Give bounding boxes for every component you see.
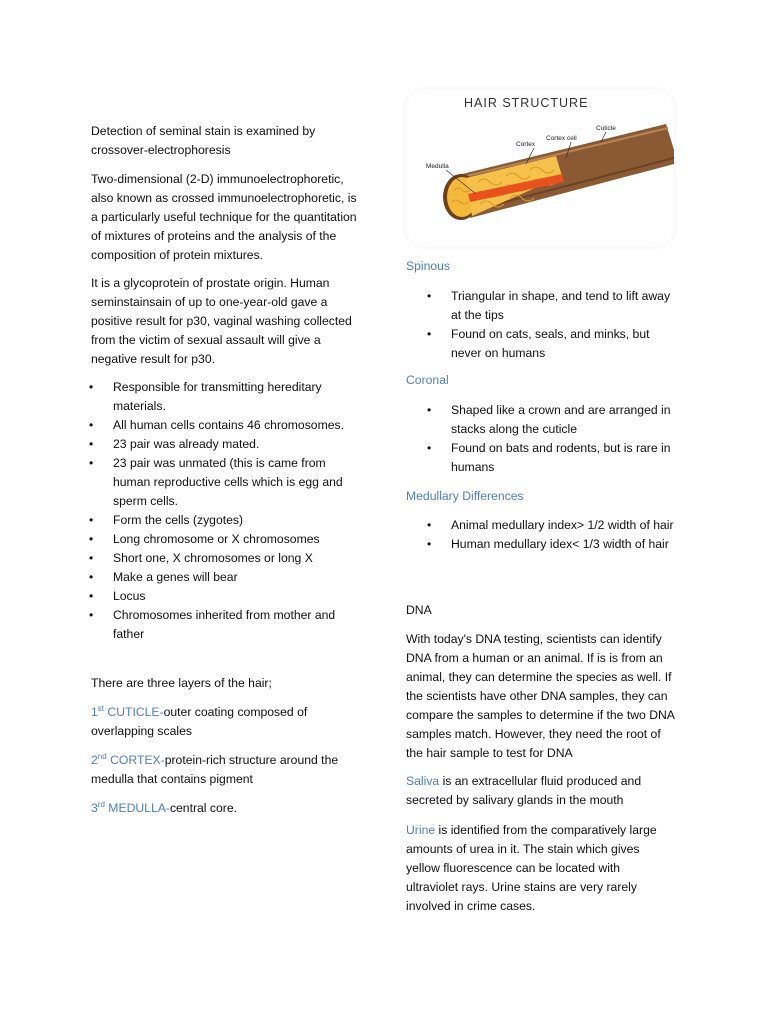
paragraph-saliva: Saliva is an extracellular fluid produced and secreted by salivary glands in the mouth [406, 774, 642, 807]
label-cortex-cell: Cortex cell [546, 135, 577, 142]
list-item: • Long chromosome or X chromosomes [113, 530, 358, 549]
bullet-icon: • [89, 437, 94, 451]
list-item: • Triangular in shape, and tend to lift away at the tips [427, 289, 671, 322]
bullet-icon: • [427, 289, 432, 303]
label-cortex: Cortex [516, 141, 536, 148]
heading-coronal: Coronal [406, 373, 449, 387]
coronal-list [427, 401, 681, 477]
list-item: • Shaped like a crown and are arranged in stacks along the cuticle [427, 403, 671, 436]
paragraph-seminal-stain: Detection of seminal stain is examined by crossover-electrophoresis [91, 124, 316, 157]
bullet-icon: • [89, 532, 94, 546]
list-item: • 23 pair was unmated (this is came from human reproductive cells which is egg and sperm cells. [89, 456, 343, 508]
list-item: • Found on cats, seals, and minks, but never on humans [427, 327, 650, 360]
bullet-icon: • [427, 518, 432, 532]
paragraph-dna: With today's DNA testing, scientists can identify DNA from a human or an animal. If is is from an animal, they can determine the species as well. If the scientists have other DNA samples, they can compare the samples to determine if the two DNA samples match. However, they need the root of the hair sample to test for DNA [406, 632, 675, 760]
label-cuticle: Cuticle [596, 125, 616, 132]
layers-intro: There are three layers of the hair; [91, 676, 272, 690]
bullet-icon: • [89, 608, 94, 622]
bullet-icon: • [89, 589, 94, 603]
figure-title: HAIR STRUCTURE [464, 96, 589, 110]
list-item: • Make a genes will bear [113, 568, 358, 587]
bullet-icon: • [427, 441, 432, 455]
bullet-icon: • [89, 513, 94, 527]
bullet-icon: • [89, 380, 94, 394]
list-item: • Human medullary idex< 1/3 width of hair [451, 535, 679, 554]
bullet-icon: • [427, 327, 432, 341]
list-item: • Chromosomes inherited from mother and father [89, 608, 336, 641]
layer-cortex: 2nd CORTEX-protein-rich structure around the medulla that contains pigment [91, 751, 339, 786]
hair-structure-figure [406, 90, 674, 246]
chromosome-bullet-list [89, 378, 358, 644]
bullet-icon: • [89, 456, 94, 470]
list-item: • Animal medullary index> 1/2 width of hair [451, 516, 679, 535]
paragraph-glycoprotein: It is a glycoprotein of prostate origin. Human seminstainsain of up to one-year-old gave a positive result for p30, vaginal washing collected from the victim of sexual assault will give a negative result for p30. [91, 276, 352, 366]
label-medulla: Medulla [426, 163, 449, 170]
list-item: • Form the cells (zygotes) [113, 511, 358, 530]
paragraph-urine: Urine is identified from the comparatively large amounts of urea in it. The stain which gives yellow fluorescence can be located with ultraviolet rays. Urine stains are very rarely involved in crime cases. [406, 823, 657, 913]
spinous-list [427, 287, 679, 363]
heading-dna: DNA [406, 603, 432, 617]
heading-medullary-differences: Medullary Differences [406, 489, 524, 503]
bullet-icon: • [427, 403, 432, 417]
medullary-list [427, 516, 679, 554]
term-urine: Urine [406, 823, 436, 837]
term-saliva: Saliva [406, 774, 440, 788]
list-item: • All human cells contains 46 chromosomes. [113, 416, 358, 435]
bullet-icon: • [427, 537, 432, 551]
heading-spinous: Spinous [406, 259, 451, 273]
bullet-icon: • [89, 570, 94, 584]
list-item: • 23 pair was already mated. [113, 435, 358, 454]
bullet-icon: • [89, 551, 94, 565]
list-item: • Found on bats and rodents, but is rare in humans [427, 441, 671, 474]
layer-medulla: 3rd MEDULLA-central core. [91, 799, 237, 815]
list-item: • Locus [113, 587, 358, 606]
hair-structure-illustration [406, 90, 674, 246]
bullet-icon: • [89, 418, 94, 432]
paragraph-immunoelectrophoretic: Two-dimensional (2-D) immunoelectrophoretic, also known as crossed immunoelectrophoretic, is a particularly useful technique for the quantitation of mixtures of proteins and the analysis of the composition of protein mixtures. [91, 172, 357, 262]
list-item: • Responsible for transmitting hereditary materials. [89, 380, 322, 413]
list-item: • Short one, X chromosomes or long X [113, 549, 358, 568]
layer-cuticle: 1st CUTICLE-outer coating composed of overlapping scales [91, 703, 308, 738]
